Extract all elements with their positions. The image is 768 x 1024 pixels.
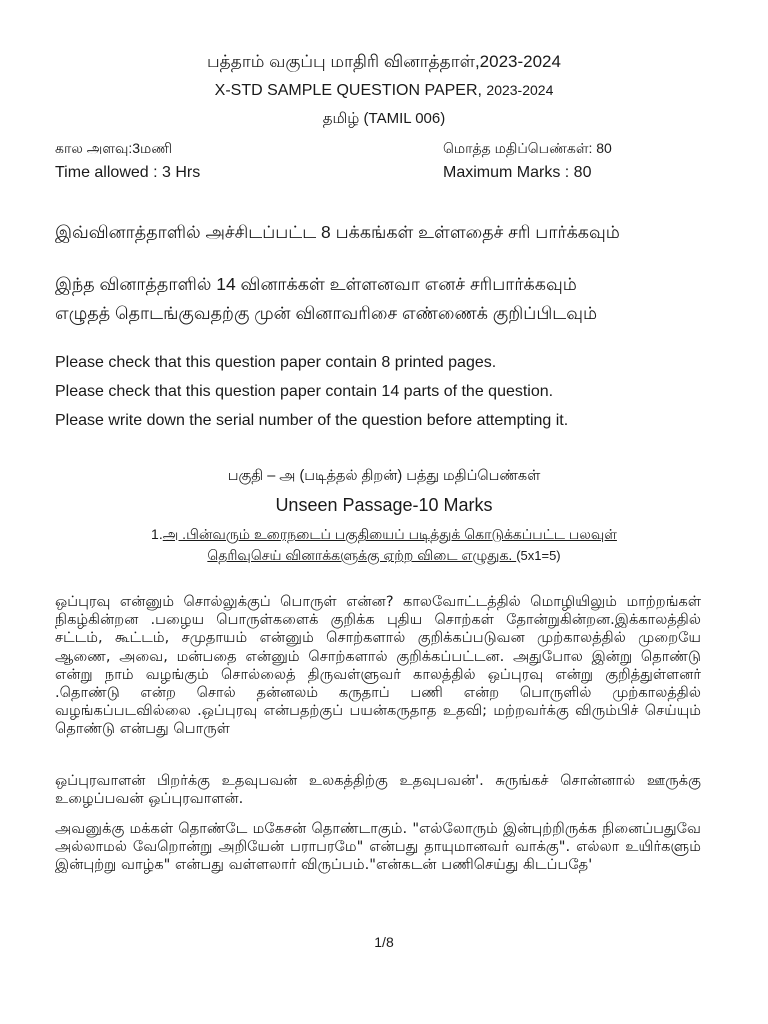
max-marks-english: Maximum Marks : 80 (443, 164, 592, 181)
time-allowed-tamil: கால அளவு:3மணி (55, 140, 173, 156)
title-english-main: X-STD SAMPLE QUESTION PAPER, (214, 82, 482, 99)
title-english (0, 82, 768, 100)
instruction-tamil-pages: இவ்வினாத்தாளில் அச்சிடப்பட்ட 8 பக்கங்கள் உள்ளதைச் சரி பார்க்கவும் (55, 222, 620, 242)
question-number: 1. (151, 526, 163, 542)
instruction-english-pages: Please check that this question paper contain 8 printed pages. (55, 354, 497, 371)
page-number: 1/8 (374, 934, 394, 950)
passage-paragraph-3: அவனுக்கு மக்கள் தொண்டே மகேசன் தொண்டாகும். "எல்லோரும் இன்புற்றிருக்க நினைப்பதுவே அல்லாமல் வேறொன்று அறியேன் பராபரமே" என்பது தாயுமானவர் வாக்கு". எல்லா உயிர்களும் இன்புற்று வாழ்க" என்பது வள்ளலார் விருப்பம்."என்கடன் பணிசெய்து கிடப்பதே' (55, 820, 701, 874)
section-title-tamil: பகுதி – அ (படித்தல் திறன்) பத்து மதிப்பெண்கள் (227, 468, 541, 484)
time-allowed-english: Time allowed : 3 Hrs (55, 164, 201, 181)
question-1-marks: (5x1=5) (516, 548, 561, 563)
passage-paragraph-1: ஒப்புரவு என்னும் சொல்லுக்குப் பொருள் என்ன? காலவோட்டத்தில் மொழியிலும் மாற்றங்கள் நிகழ்கின்றன .பழைய பொருள்களைக் குறிக்க புதிய சொற்கள் தோன்றுகின்றன.இக்காலத்தில் சட்டம், கூட்டம், சமுதாயம் என்னும் சொற்களால் குறிக்கப்படுவன முற்காலத்தில் முறையே ஆணை, அவை, மன்பதை என்னும் சொற்களால் குறிக்கப்பட்டன. அதுபோல இன்று தொண்டு என்று நாம் வழங்கும் சொல்லைத் திருவள்ளுவர் காலத்தில் ஒப்புரவு என்று குறித்துள்ளனர் .தொண்டு என்ற சொல் தன்னலம் கருதாப் பணி என்ற பொருளில் முற்காலத்தில் வழங்கப்படவில்லை .ஒப்புரவு என்பதற்குப் பயன்கருதாத உதவி; மற்றவர்க்கு விரும்பிச் செய்யும் தொண்டு என்பது பொருள் (55, 593, 701, 738)
question-1-line-1 (60, 524, 708, 545)
title-english-year: 2023-2024 (486, 82, 554, 98)
subject-title: தமிழ் (TAMIL 006) (322, 110, 446, 127)
instruction-tamil-serial: எழுதத் தொடங்குவதற்கு முன் வினாவரிசை எண்ணைக் குறிப்பிடவும் (55, 303, 598, 323)
instruction-tamil-questions: இந்த வினாத்தாளில் 14 வினாக்கள் உள்ளனவா எனச் சரிபார்க்கவும் (55, 274, 577, 294)
question-1-text-1: அ .பின்வரும் உரைநடைப் பகுதியைப் படித்துக் கொடுக்கப்பட்ட பலவுள் (162, 526, 617, 542)
section-title-english: Unseen Passage-10 Marks (275, 495, 493, 515)
question-1-text-2: தெரிவுசெய் வினாக்களுக்கு ஏற்ற விடை எழுதுக. (207, 547, 517, 563)
question-1-line-2 (60, 545, 708, 566)
question-1-instruction (60, 524, 708, 566)
instruction-english-serial: Please write down the serial number of the question before attempting it. (55, 412, 569, 429)
instruction-english-parts: Please check that this question paper contain 14 parts of the question. (55, 383, 554, 400)
title-tamil: பத்தாம் வகுப்பு மாதிரி வினாத்தாள்,2023-2024 (207, 52, 561, 71)
passage-paragraph-2: ஒப்புரவாளன் பிறர்க்கு உதவுபவன் உலகத்திற்கு உதவுபவன்'. சுருங்கச் சொன்னால் ஊருக்கு உழைப்பவன் ஒப்புரவாளன். (55, 772, 701, 808)
max-marks-tamil: மொத்த மதிப்பெண்கள்: 80 (443, 140, 612, 156)
